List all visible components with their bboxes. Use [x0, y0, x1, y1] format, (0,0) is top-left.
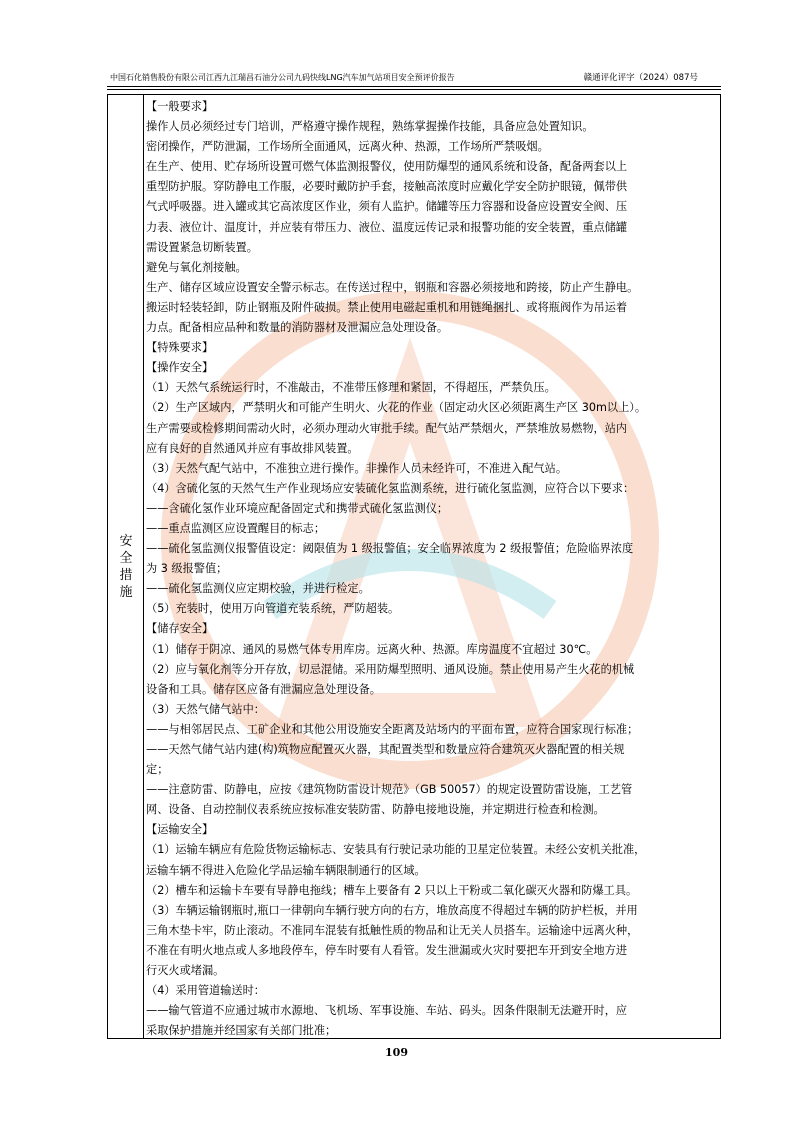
- page-header-left: 中国石化销售股份有限公司江西九江瑞昌石油分公司九码快线LNG汽车加气站项目安全预评价报告: [110, 73, 455, 82]
- page-header-right: 赣通评化评字（2024）087号: [583, 73, 698, 83]
- text-line: ——输气管道不应通过城市水源地、飞机场、军事设施、车站、码头。因条件限制无法避开时，应: [146, 1004, 628, 1018]
- text-line: 力点。配备相应品种和数量的消防器材及泄漏应急处理设备。: [146, 321, 449, 335]
- row-label-cell: [108, 95, 144, 1038]
- text-line: 【运输安全】: [146, 823, 214, 837]
- safety-measures-content: [146, 97, 720, 1041]
- text-line: （5）充装时，使用万向管道充装系统，严防超装。: [146, 602, 400, 616]
- text-line: 重型防护服。穿防静电工作服，必要时戴防护手套，接触高浓度时应戴化学安全防护眼镜，佩带供: [146, 180, 628, 194]
- text-line: （1）运输车辆应有危险货物运输标志、安装具有行驶记录功能的卫星定位装置。未经公安机关批准，: [146, 843, 646, 857]
- text-line: 行灭火或堵漏。: [146, 964, 225, 978]
- text-line: 密闭操作，严防泄漏，工作场所全面通风，远离火种、热源，工作场所严禁吸烟。: [146, 140, 549, 154]
- row-label-char: 安: [119, 533, 133, 549]
- text-line: 设备和工具。储存区应备有泄漏应急处理设备。: [146, 682, 381, 696]
- text-line: 操作人员必须经过专门培训，严格遵守操作规程，熟练掌握操作技能，具备应急处置知识。: [146, 120, 594, 134]
- text-line: 【储存安全】: [146, 622, 214, 636]
- text-line: 气式呼吸器。进入罐或其它高浓度区作业，须有人监护。储罐等压力容器和设备应设置安全阀、压: [146, 200, 628, 214]
- text-line: 不准在有明火地点或人多地段停车，停车时要有人看管。发生泄漏或火灾时要把车开到安全地方进: [146, 943, 628, 957]
- text-line: ——重点监测区应设置醒目的标志；: [146, 521, 326, 535]
- text-line: （3）天然气配气站中，不准独立进行操作。非操作人员未经许可，不准进入配气站。: [146, 461, 568, 475]
- text-line: 运输车辆不得进入危险化学品运输车辆限制通行的区域。: [146, 863, 426, 877]
- text-line: 避免与氧化剂接触。: [146, 260, 247, 274]
- text-line: 需设置紧急切断装置。: [146, 240, 258, 254]
- text-line: （3）天然气储气站中：: [146, 702, 265, 716]
- text-line: 应有良好的自然通风并应有事故排风装置。: [146, 441, 359, 455]
- text-line: 生产、储存区域应设置安全警示标志。在传送过程中，钢瓶和容器必须接地和跨接，防止产生静电。: [146, 280, 639, 294]
- text-line: （1）储存于阴凉、通风的易燃气体专用库房。远离火种、热源。库房温度不宜超过 30℃。: [146, 642, 598, 656]
- row-label-char: 措: [119, 567, 133, 583]
- header-rule-thin: [107, 89, 721, 90]
- text-line: （2）应与氧化剂等分开存放，切忌混储。采用防爆型照明、通风设施。禁止使用易产生火花的机械: [146, 662, 635, 676]
- text-line: （1）天然气系统运行时，不准敲击，不准带压修理和紧固，不得超压，严禁负压。: [146, 381, 556, 395]
- text-line: 【特殊要求】: [146, 341, 214, 355]
- text-line: 【操作安全】: [146, 361, 214, 375]
- text-line: （2）生产区域内，严禁明火和可能产生明火、火花的作业（固定动火区必须距离生产区 30m以上）。: [146, 401, 647, 415]
- text-line: 搬运时轻装轻卸，防止钢瓶及附件破损。禁止使用电磁起重机和用链绳捆扎、或将瓶阀作为吊运着: [146, 300, 628, 314]
- safety-measures-table: [107, 94, 721, 1039]
- text-line: （4）采用管道输送时：: [146, 984, 265, 998]
- text-line: 网、设备、自动控制仪表系统应按标准安装防雷、防静电接地设施，并定期进行检查和检测。: [146, 803, 605, 817]
- header-rule: [107, 86, 721, 87]
- text-line: 力表、液位计、温度计，并应装有带压力、液位、温度远传记录和报警功能的安全装置，重点储罐: [146, 220, 628, 234]
- text-line: ——与相邻居民点、工矿企业和其他公用设施安全距离及站场内的平面布置，应符合国家现行标准；: [146, 722, 639, 736]
- text-line: 采取保护措施并经国家有关部门批准；: [146, 1024, 337, 1038]
- text-line: ——硫化氢监测仪报警值设定：阈限值为 1 级报警值；安全临界浓度为 2 级报警值；危险临界浓度: [146, 542, 634, 556]
- text-line: 为 3 级报警值；: [146, 562, 228, 576]
- text-line: （3）车辆运输钢瓶时,瓶口一律朝向车辆行驶方向的右方，堆放高度不得超过车辆的防护栏板，并用: [146, 903, 638, 917]
- text-line: （4）含硫化氢的天然气生产作业现场应安装硫化氢监测系统，进行硫化氢监测，应符合以下要求：: [146, 481, 635, 495]
- row-label: [108, 533, 144, 601]
- row-label-char: 全: [119, 550, 133, 566]
- text-line: 三角木垫卡牢，防止滚动。不准同车混装有抵触性质的物品和让无关人员搭车。运输途中远离火种，: [146, 923, 639, 937]
- row-label-char: 施: [119, 584, 133, 600]
- text-line: ——硫化氢监测仪应定期校验，并进行检定。: [146, 582, 370, 596]
- text-line: ——含硫化氢作业环境应配备固定式和携带式硫化氢监测仪；: [146, 501, 449, 515]
- page-number: 109: [385, 1046, 408, 1059]
- text-line: ——天然气储气站内建(构)筑物应配置灭火器，其配置类型和数量应符合建筑灭火器配置的相关规: [146, 743, 625, 756]
- text-line: 生产需要或检修期间需动火时，必须办理动火审批手续。配气站严禁烟火，严禁堆放易燃物，站内: [146, 421, 628, 435]
- text-line: 在生产、使用、贮存场所设置可燃气体监测报警仪，使用防爆型的通风系统和设备，配备两套以上: [146, 160, 628, 174]
- text-line: 【一般要求】: [146, 100, 214, 113]
- text-line: ——注意防雷、防静电，应按《建筑物防雷设计规范》（GB 50057）的规定设置防雷设施，工艺管: [146, 783, 633, 797]
- text-line: 定；: [146, 763, 169, 777]
- text-line: （2）槽车和运输卡车要有导静电拖线；槽车上要备有 2 只以上干粉或二氧化碳灭火器和防爆工具。: [146, 883, 638, 897]
